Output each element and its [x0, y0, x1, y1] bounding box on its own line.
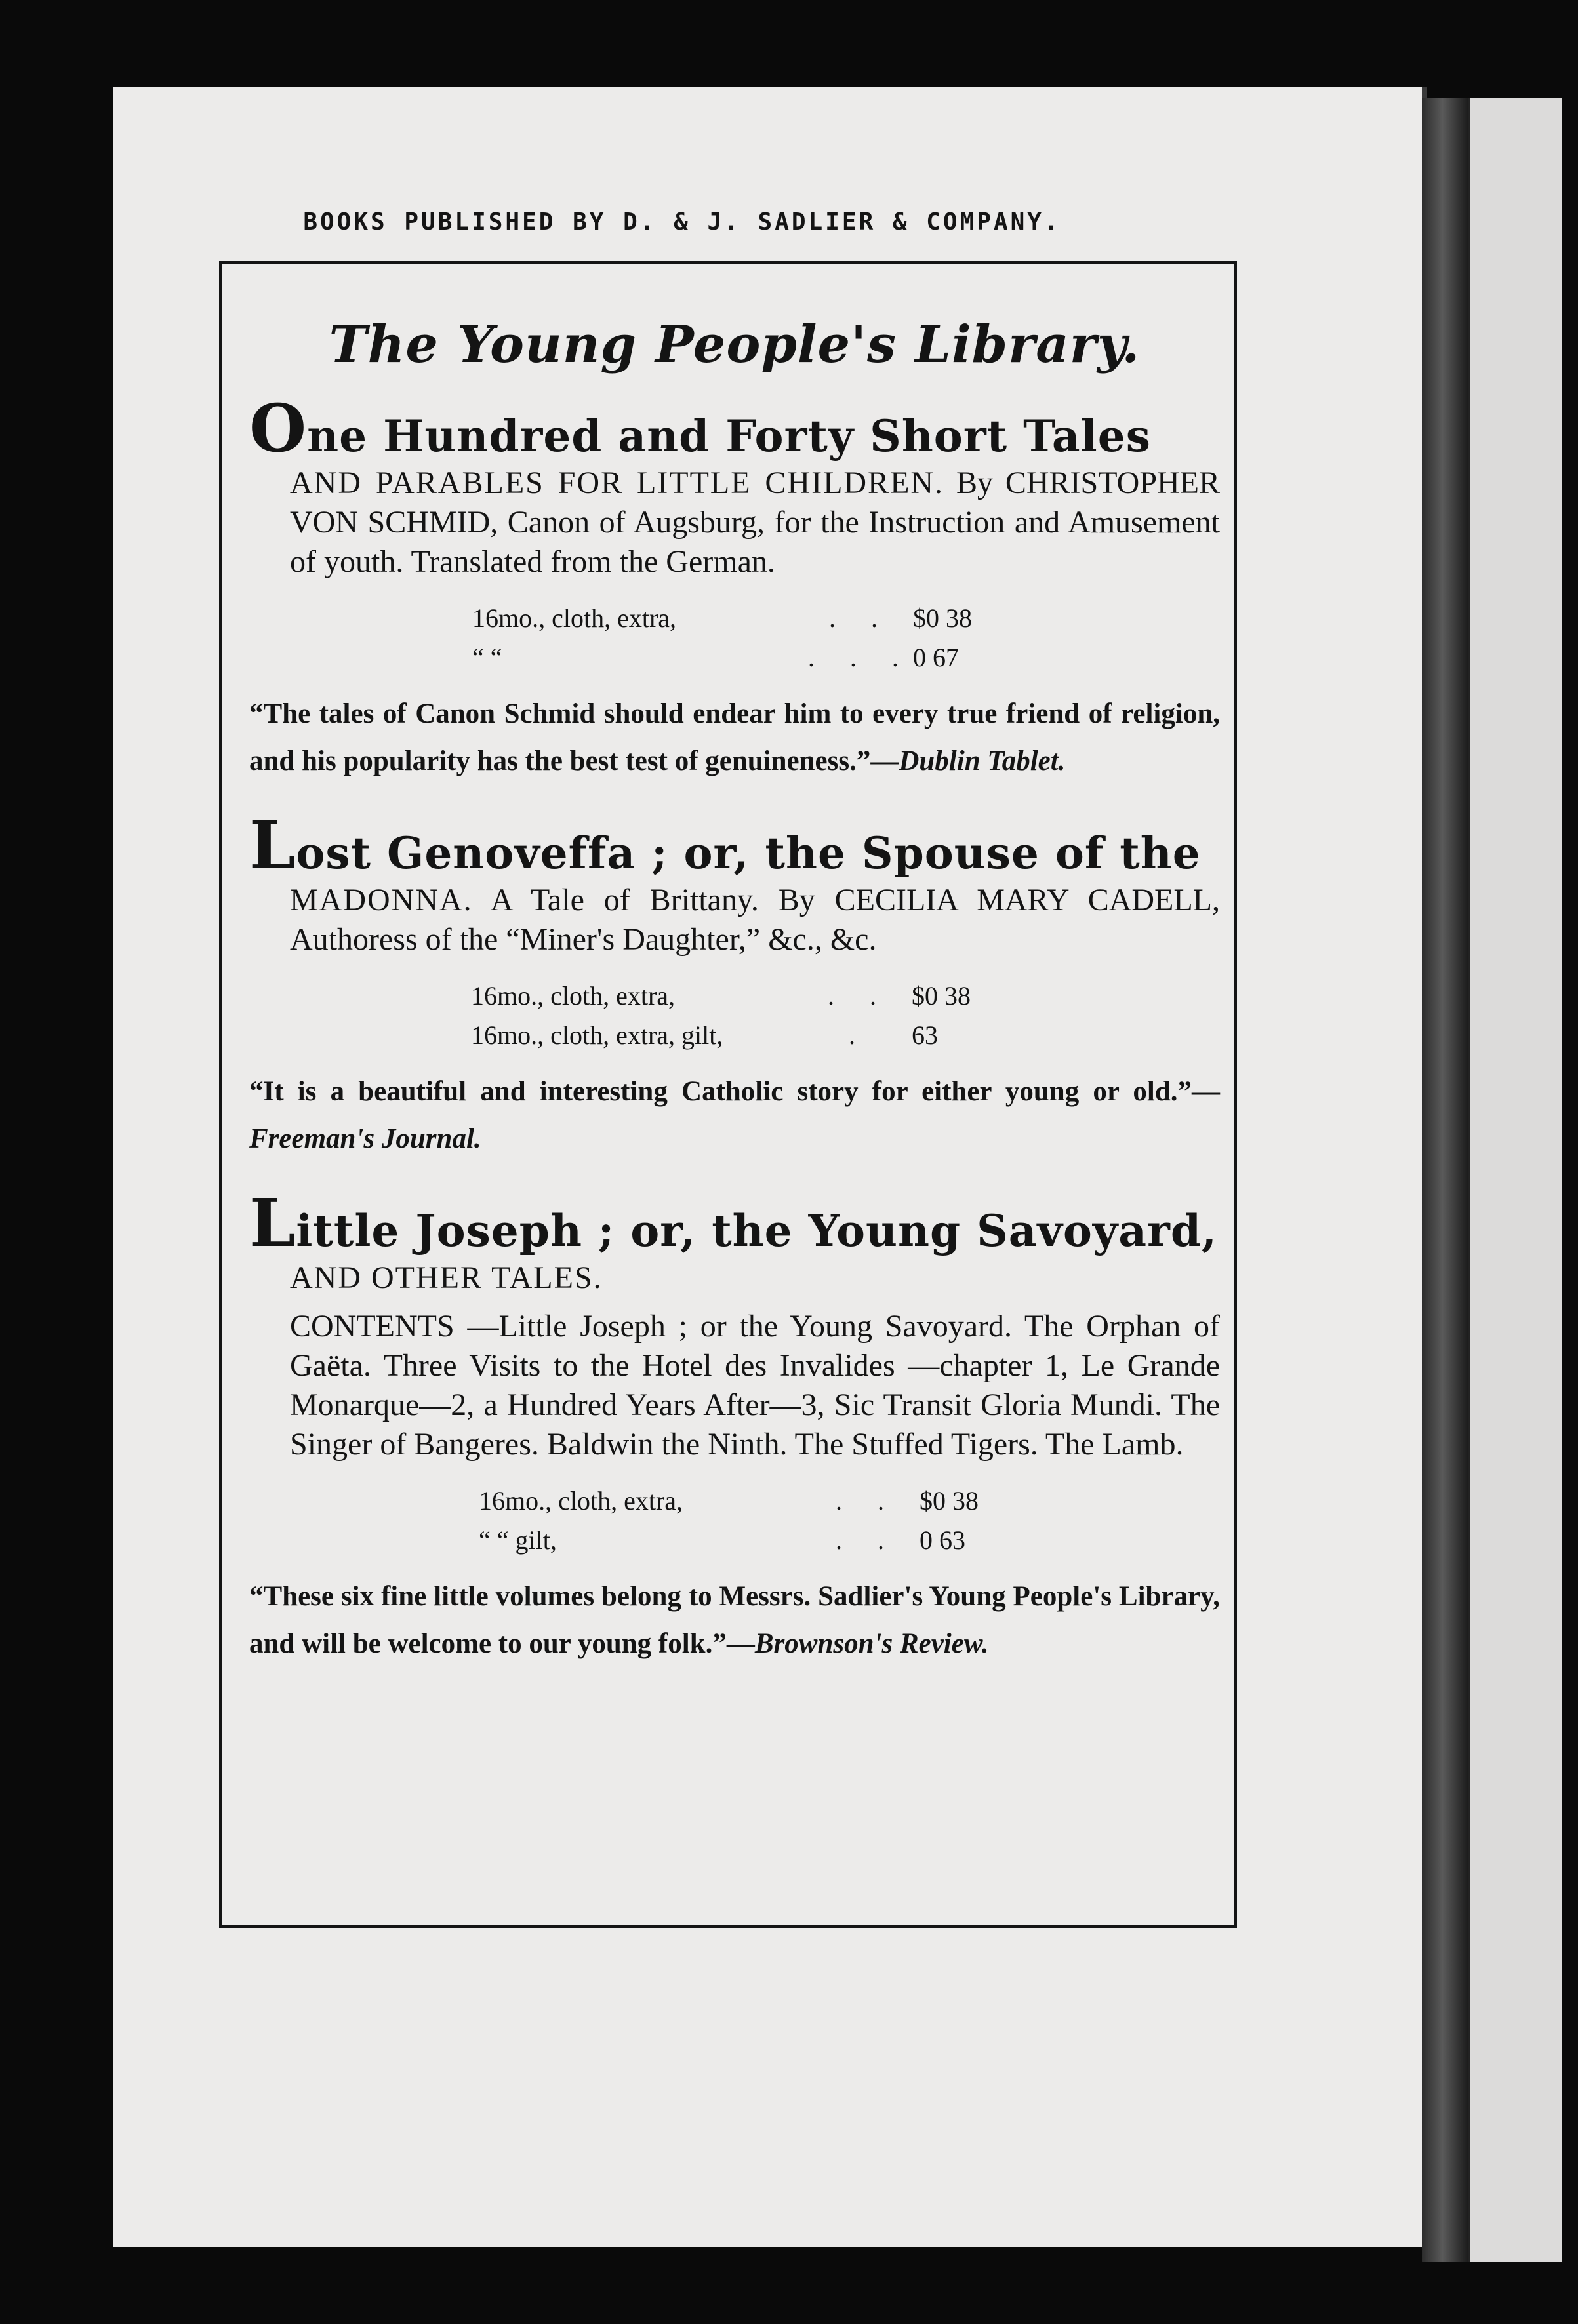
review-source: Dublin Tablet. — [899, 746, 1066, 776]
review-text: “These six fine little volumes belong to Messrs. Sadlier's Young People's Library, and will be welcome to our young folk.”— — [249, 1581, 1220, 1659]
price-row — [472, 599, 1024, 638]
book-subtitle: AND PARABLES FOR LITTLE CHILDREN. — [290, 466, 944, 500]
price-list — [471, 976, 1023, 1055]
description-text: —Little Joseph ; or the Young Savoyard. The Orphan of Gaëta. Three Visits to the Hotel des Invalides —chapter 1, Le Grande Monarque—2, a Hundred Years After—3, Sic Transit Gloria Mundi. The Singer of Bangeres. Baldwin the Ninth. The Stuffed Tigers. The Lamb. — [290, 1309, 1221, 1462]
book-spine — [1422, 98, 1468, 2262]
review-quote — [249, 1068, 1220, 1163]
book-description — [249, 881, 1220, 959]
description-text: By CHRISTOPHER VON SCHMID, Canon of Augsburg, for the Instruction and Amusement of youth. Translated from the German. — [290, 466, 1221, 579]
book-entry — [249, 1184, 1221, 1668]
facing-page-edge — [1468, 98, 1562, 2262]
advertisement-content — [249, 315, 1220, 1700]
price-row — [471, 1016, 1023, 1055]
book-title — [249, 390, 1220, 467]
price-leader: . — [849, 1020, 870, 1050]
price-format: “ “ gilt, — [479, 1525, 557, 1555]
title-initial: L — [249, 1184, 296, 1262]
price-format: 16mo., cloth, extra, — [471, 981, 676, 1011]
price-leader: . . — [828, 981, 891, 1011]
review-quote — [249, 691, 1220, 785]
price-leader: . . — [836, 1525, 899, 1555]
review-source: Brownson's Review. — [754, 1628, 989, 1659]
price-value: $0 38 — [912, 981, 971, 1011]
price-format: 16mo., cloth, extra, — [479, 1486, 683, 1515]
description-text: A Tale of Brittany. By CECILIA MARY CADELL, Authoress of the “Miner's Daughter,” &c., &c. — [290, 883, 1220, 957]
review-source: Freeman's Journal. — [249, 1123, 481, 1154]
review-text: “The tales of Canon Schmid should endear him to every true friend of religion, and his popularity has the best test of genuineness.”— — [249, 698, 1220, 776]
price-leader: . . . — [808, 643, 913, 672]
book-entry — [249, 807, 1220, 1163]
review-quote — [249, 1573, 1220, 1668]
price-value: 0 67 — [913, 643, 959, 672]
book-subtitle: AND OTHER TALES. — [290, 1260, 603, 1295]
library-title: The Young People's Library. — [329, 315, 1141, 374]
title-text: ittle Joseph ; or, the Young Savoyard, — [296, 1205, 1217, 1256]
price-format: “ “ — [472, 643, 502, 672]
title-initial: L — [249, 807, 296, 884]
price-value: $0 38 — [913, 603, 972, 633]
price-list — [479, 1481, 1031, 1560]
title-text: ne Hundred and Forty Short Tales — [307, 411, 1151, 462]
title-initial: O — [249, 390, 308, 467]
book-contents — [249, 1307, 1220, 1464]
price-row — [472, 638, 1024, 677]
book-subtitle: MADONNA. — [290, 883, 473, 917]
book-title — [249, 1184, 1220, 1262]
review-text: “It is a beautiful and interesting Catholic story for either young or old.”— — [249, 1076, 1220, 1107]
price-row — [479, 1521, 1031, 1560]
book-entry — [249, 390, 1221, 785]
price-format: 16mo., cloth, extra, — [472, 603, 677, 633]
book-description — [249, 464, 1220, 582]
book-title — [249, 807, 1220, 884]
price-format: 16mo., cloth, extra, gilt, — [471, 1020, 723, 1050]
title-text: ost Genoveffa ; or, the Spouse of the — [296, 828, 1201, 879]
book-subtitle-line — [249, 1258, 1220, 1298]
price-leader: . . — [836, 1486, 899, 1515]
price-value: 0 63 — [920, 1525, 965, 1555]
price-value: $0 38 — [920, 1486, 979, 1515]
price-list — [472, 599, 1024, 677]
price-leader: . . — [829, 603, 892, 633]
price-row — [471, 976, 1023, 1016]
price-value: 63 — [912, 1020, 938, 1050]
page-header: BOOKS PUBLISHED BY D. & J. SADLIER & COMPANY. — [303, 209, 1061, 235]
contents-label: CONTENTS — [290, 1309, 455, 1344]
price-row — [479, 1481, 1031, 1521]
